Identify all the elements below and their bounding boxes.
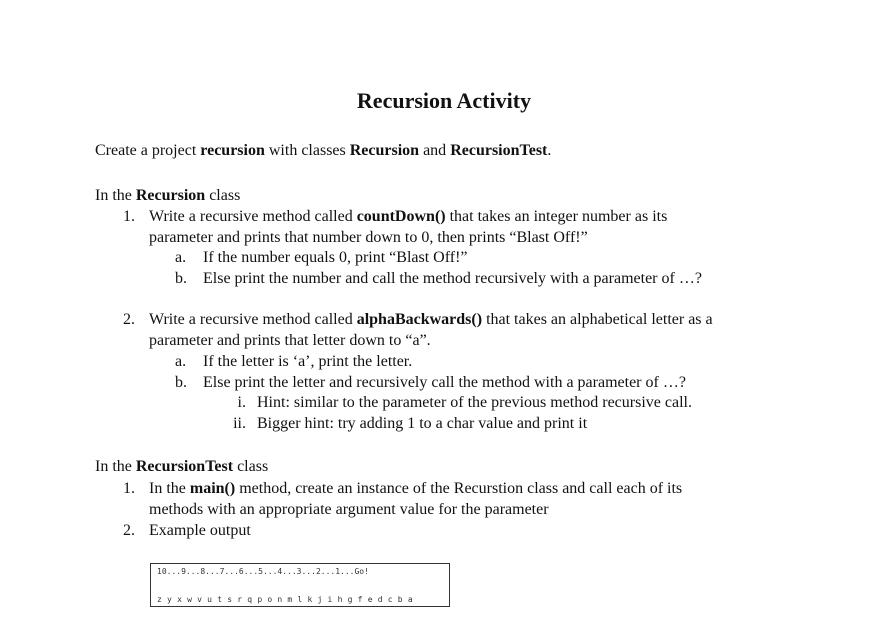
intro-text: with classes xyxy=(264,142,350,159)
sub-sub-item: Bigger hint: try adding 1 to a char value and print it xyxy=(257,415,588,432)
heading-class-name: Recursion xyxy=(135,187,206,204)
list-item-line: methods with an appropriate argument value for the parameter xyxy=(149,501,549,518)
method-name: countDown() xyxy=(356,208,446,225)
sub-item: If the letter is ‘a’, print the letter. xyxy=(203,353,413,370)
output-line-alphabet: z y x w v u t s r q p o n m l k j i h g f e d c b a xyxy=(157,595,413,604)
intro-text: Create a project xyxy=(95,142,201,159)
list-item-line: parameter and prints that letter down to “a”. xyxy=(149,332,431,349)
class-name-recursion: Recursion xyxy=(349,142,420,159)
item-text: In the xyxy=(149,480,190,497)
page-title: Recursion Activity xyxy=(356,88,532,113)
example-output-box xyxy=(150,563,450,607)
list-item-alphabackwards xyxy=(149,310,713,330)
item-text: Write a recursive method called xyxy=(149,208,357,225)
heading-text: class xyxy=(233,458,269,475)
item-text: that takes an alphabetical letter as a xyxy=(482,311,713,328)
project-name: recursion xyxy=(200,142,265,159)
list-number: 1. xyxy=(123,480,135,497)
list-item-example-output: Example output xyxy=(149,522,251,539)
method-name: main() xyxy=(189,480,236,497)
item-text: method, create an instance of the Recurstion class and call each of its xyxy=(235,480,683,497)
sub-item: Else print the number and call the method recursively with a parameter of …? xyxy=(203,270,702,287)
intro-line xyxy=(95,141,551,161)
intro-text: . xyxy=(547,142,552,159)
list-item-main xyxy=(149,479,682,499)
list-item-countdown xyxy=(149,207,667,227)
section-heading-recursiontest xyxy=(95,457,268,477)
sub-item: If the number equals 0, print “Blast Off!” xyxy=(203,249,468,266)
heading-class-name: RecursionTest xyxy=(135,458,234,475)
sub-label: a. xyxy=(175,353,187,370)
item-text: that takes an integer number as its xyxy=(445,208,668,225)
list-number: 2. xyxy=(123,522,135,539)
method-name: alphaBackwards() xyxy=(356,311,483,328)
heading-text: In the xyxy=(95,458,136,475)
section-heading-recursion xyxy=(95,186,240,206)
list-number: 2. xyxy=(123,311,135,328)
sub-sub-label: i. xyxy=(237,394,246,411)
sub-label: b. xyxy=(175,270,187,287)
item-text: Write a recursive method called xyxy=(149,311,357,328)
sub-label: a. xyxy=(175,249,187,266)
heading-text: class xyxy=(205,187,241,204)
list-item-line: parameter and prints that number down to 0, then prints “Blast Off!” xyxy=(149,229,588,246)
sub-label: b. xyxy=(175,374,187,391)
class-name-recursiontest: RecursionTest xyxy=(450,142,548,159)
list-number: 1. xyxy=(123,208,135,225)
sub-item: Else print the letter and recursively call the method with a parameter of …? xyxy=(203,374,686,391)
sub-sub-label: ii. xyxy=(233,415,246,432)
sub-sub-item: Hint: similar to the parameter of the previous method recursive call. xyxy=(257,394,692,411)
heading-text: In the xyxy=(95,187,136,204)
intro-text: and xyxy=(419,142,451,159)
output-line-countdown: 10...9...8...7...6...5...4...3...2...1...Go! xyxy=(157,567,369,576)
